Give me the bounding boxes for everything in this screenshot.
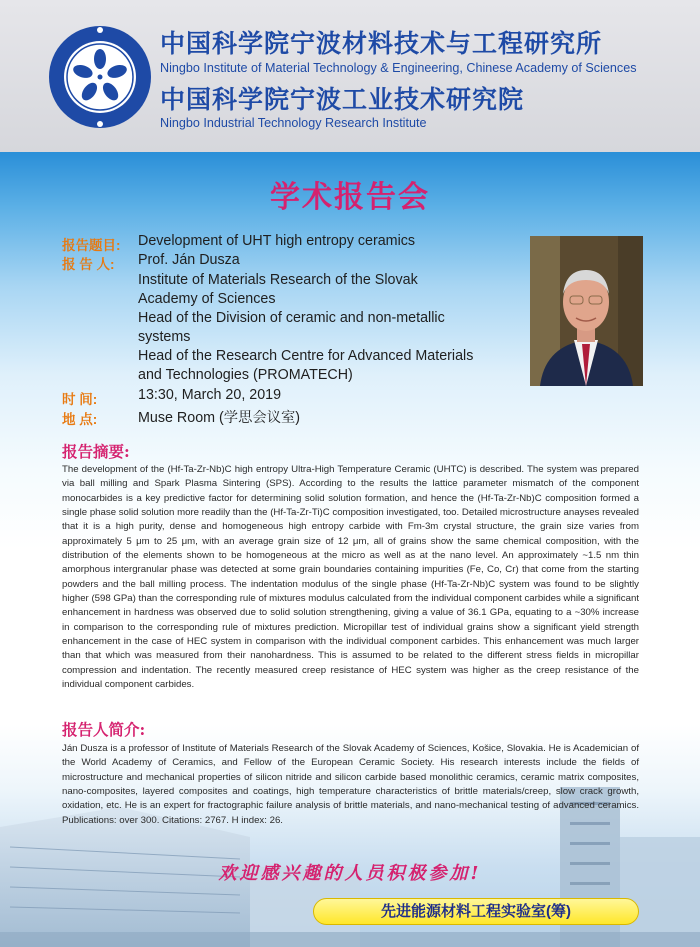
cas-logo xyxy=(48,25,152,129)
time-label: 时 间: xyxy=(62,392,98,407)
topic-value: Development of UHT high entropy ceramics xyxy=(138,233,416,249)
abstract-text: The development of the (Hf-Ta-Zr-Nb)C high entropy Ultra-High Temperature Ceramic (UHTC) is described. The system was prepared via ball milling and Spark Plasma Sintering (SPS). According to the results the lattice parameter mismatch of the component monocarbides is a key predictive factor for determining solid solution formation, and hence the (Hf-Ta-Zr-Nb)C composition formed a single phase solid solution more readily than the (Hf-Ta-Zr-Ti)C composition investigated, too. Detailed microstructure anayses revealed that it is a high purity, dense and homogeneous high entropy carbide with Fm-3m crystal structure, the grain size varies from approximately 5 μm to 25 μm, with an average grain size of 12 μm, all of grains show the same chemical composition, with the distribution of the elements shown to be homogeneous at the micro as well as at the nano level. An approximately ~1.5 nm thin amorphous intergranular phase was detected at some grain boundaries containing impurities (Fe, Co, Cr) that come from the starting powders and the ball milling process. The indentation modulus of the single phase (Hf-Ta-Zr-Nb)C system was found to be slightly higher (598 GPa) than the corresponding rule of mixtures modulus calculated from the individual component carbides while a significant enhancement in hardness was observed due to solid solution strengthening, giving a value of 36.1 GPa, equating to a ~30% increase in comparison to the corresponding rule of mixtures prediction. Micropillar test of individual grains show a significant yield strength enhancement in the case of HEC system in comparison with the individual component carbides. This enhancement was much larger than that which was measured from their nanohardness. This is assumed to be related to the different stress fields in micropillar compression and indentation. The recently measured creep resistance of HEC system was higher as the creep resistance of the individual component carbides. xyxy=(62,464,639,690)
speaker-label: 报 告 人: xyxy=(62,257,115,272)
speaker-affiliation-line2: Academy of Sciences xyxy=(138,291,276,307)
speaker-position1-line1: Head of the Division of ceramic and non-metallic xyxy=(138,310,445,326)
abstract-heading: 报告摘要: xyxy=(62,442,130,461)
time-value: 13:30, March 20, 2019 xyxy=(138,387,282,403)
speaker-position2-line1: Head of the Research Centre for Advanced Materials xyxy=(138,348,474,364)
topic-label: 报告题目: xyxy=(62,238,121,253)
industrial-institute-name-cn: 中国科学院宁波工业技术研究院 xyxy=(160,85,525,114)
bio-text: Ján Dusza is a professor of Institute of Materials Research of the Slovak Academy of Sciences, Košice, Slovakia. He is Academician of the World Academy of Ceramics, and Fellow of the European Ceramic Society. His research interests include the fields of microstructure and mechanical properties of silicon nitride and silicon carbide based monolithic ceramics, ceramic matrix composites, nano-composites, layered composites and coatings, high temperature characteristics of brittle materials/creep, slow crack growth, oxidation, etc. He is an expert for fractographic failure analysis of brittle materials, and nano-mechanical testing of advanced ceramics. Publications: over 300. Citations: 2767. H index: 26. xyxy=(62,743,639,826)
header-banner xyxy=(0,0,700,152)
speaker-position2-line2: and Technologies (PROMATECH) xyxy=(138,367,353,383)
institute-name-cn: 中国科学院宁波材料技术与工程研究所 xyxy=(160,29,603,58)
place-value: Muse Room (学思会议室) xyxy=(138,410,301,426)
welcome-message: 欢迎感兴趣的人员积极参加! xyxy=(218,863,482,884)
lab-name-banner: 先进能源材料工程实验室(筹) xyxy=(313,898,639,925)
speaker-name: Prof. Ján Dusza xyxy=(138,252,240,268)
speaker-position1-line2: systems xyxy=(138,329,191,345)
place-label: 地 点: xyxy=(62,412,98,427)
speaker-photo xyxy=(530,236,643,386)
industrial-institute-name-en: Ningbo Industrial Technology Research Institute xyxy=(160,116,427,130)
bio-heading: 报告人简介: xyxy=(62,720,146,739)
poster-body xyxy=(0,152,700,947)
event-title: 学术报告会 xyxy=(270,180,430,215)
institute-name-en: Ningbo Institute of Material Technology & Engineering, Chinese Academy of Sciences xyxy=(160,61,637,75)
speaker-affiliation-line1: Institute of Materials Research of the Slovak xyxy=(138,272,418,288)
